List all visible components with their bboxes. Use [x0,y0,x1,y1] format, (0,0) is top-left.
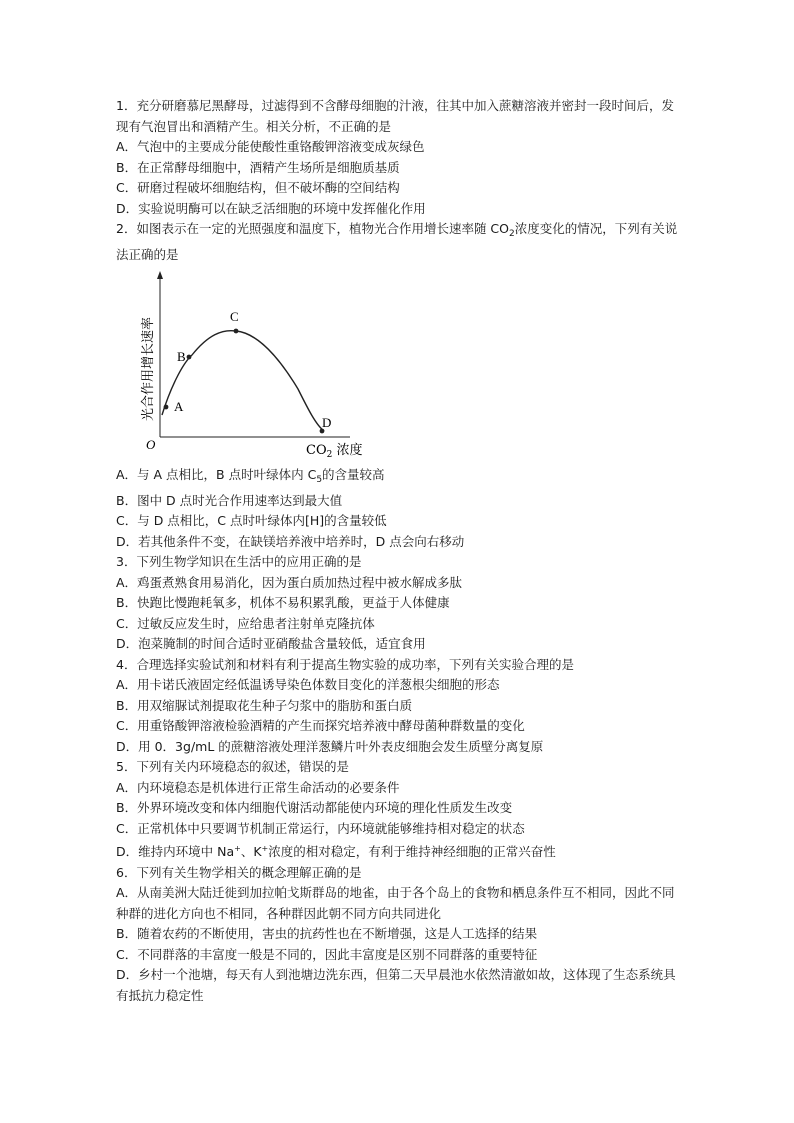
point-b-marker [187,355,192,360]
point-a-marker [164,405,169,410]
question-4-option-b: B．用双缩脲试剂提取花生种子匀浆中的脂肪和蛋白质 [116,697,413,713]
question-2-option-a-subscript: 5 [316,475,323,485]
question-5-option-d-part3: 浓度的相对稳定，有利于维持神经细胞的正常兴奋性 [268,844,556,859]
question-4-option-d: D．用 0．3g/mL 的蔗糖溶液处理洋葱鳞片叶外表皮细胞会发生质壁分离复原 [116,738,544,754]
question-4-option-a: A．用卡诺氏液固定经低温诱导染色体数目变化的洋葱根尖细胞的形态 [116,677,500,692]
question-2-option-d: D．若其他条件不变，在缺镁培养液中培养时，D 点会向右移动 [116,533,465,549]
y-axis-label: 光合作用增长速率 [141,316,156,421]
question-6-stem: 6．下列有关生物学相关的概念理解正确的是 [116,864,362,880]
question-2-option-a-part2: 的含量较高 [322,467,385,482]
point-a-label: A [174,399,184,414]
question-5-option-d-part2: 、K [240,844,262,859]
question-3-option-c: C．过敏反应发生时，应给患者注射单克隆抗体 [116,615,375,631]
question-5-option-a: A．内环境稳态是机体进行正常生命活动的必要条件 [116,779,400,795]
question-6-option-a: A．从南美洲大陆迁徙到加拉帕戈斯群岛的地雀，由于各个岛上的食物和栖息条件互不相同，因此不同种群的进化方向也不相同，各种群因此朝不同方向共同进化 [116,885,675,921]
point-d-label: D [322,415,332,430]
question-5-option-d-part1: D．维持内环境中 Na [116,844,235,859]
question-6-option-b: B．随着农药的不断使用，害虫的抗药性也在不断增强，这是人工选择的结果 [116,926,538,941]
question-1-option-a: A．气泡中的主要成分能使酸性重铬酸钾溶液变成灰绿色 [116,139,425,154]
photosynthesis-rate-curve-figure [130,269,370,459]
question-6-option-c: C．不同群落的丰富度一般是不同的，因此丰富度是区别不同群落的重要特征 [116,946,538,962]
question-1-stem: 1．充分研磨慕尼黑酵母，过滤得到不含酵母细胞的汁液，往其中加入蔗糖溶液并密封一段时间后，发现有气泡冒出和酒精产生。相关分析，不正确的是 [116,98,674,134]
question-3-option-b: B．快跑比慢跑耗氧多，机体不易积累乳酸，更益于人体健康 [116,595,450,610]
question-6-option-d: D．乡村一个池塘，每天有人到池塘边洗东西，但第二天早晨池水依然清澈如故，这体现了生态系统具有抵抗力稳定性 [116,967,676,1003]
question-5-option-d [116,839,686,863]
question-1-option-d: D．实验说明酶可以在缺乏活细胞的环境中发挥催化作用 [116,200,426,216]
question-2-stem-subscript: 2 [509,229,515,239]
question-5-option-c: C．正常机体中只要调节机制正常运行，内环境就能够维持相对稳定的状态 [116,820,525,836]
question-3-option-d: D．泡菜腌制的时间合适时亚硝酸盐含量较低，适宜食用 [116,636,426,651]
question-2-option-c: C．与 D 点相比，C 点时叶绿体内[H]的含量较低 [116,513,387,528]
question-4-stem: 4．合理选择实验试剂和材料有利于提高生物实验的成功率，下列有关实验合理的是 [116,656,574,672]
question-1-option-c: C．研磨过程破坏细胞结构，但不破坏酶的空间结构 [116,180,400,195]
curve-plot [130,269,370,459]
question-2-stem [116,219,686,265]
question-2-option-a-part1: A．与 A 点相比，B 点时叶绿体内 C [116,467,317,482]
exam-page [116,96,686,1006]
question-3-option-a: A．鸡蛋煮熟食用易消化，因为蛋白质加热过程中被水解成多肽 [116,574,463,590]
question-5-option-d-sup1: + [234,844,241,853]
question-5-option-b: B．外界环境改变和体内细胞代谢活动都能使内环境的理化性质发生改变 [116,800,513,815]
question-4-option-c: C．用重铬酸钾溶液检验酒精的产生而探究培养液中酵母菌种群数量的变化 [116,718,525,733]
x-axis-label: $CO_2$ 浓度 [306,443,363,459]
point-c-marker [234,329,239,334]
point-c-label: C [230,309,239,324]
origin-label: O [146,437,156,452]
point-b-label: B [177,349,186,364]
growth-rate-curve [162,331,324,431]
question-3-stem: 3．下列生物学知识在生活中的应用正确的是 [116,554,362,569]
question-2-option-b: B．图中 D 点时光合作用速率达到最大值 [116,492,343,508]
y-axis-arrow-icon [157,271,163,279]
question-2-option-a [116,465,686,491]
question-2-stem-part1: 2．如图表示在一定的光照强度和温度下，植物光合作用增长速率随 CO [116,221,509,236]
question-1-option-b: B．在正常酵母细胞中，酒精产生场所是细胞质基质 [116,159,400,175]
question-5-option-d-sup2: + [261,844,269,853]
question-5-stem: 5．下列有关内环境稳态的叙述，错误的是 [116,759,349,774]
question-2-stem-part2: 浓度变化的情况，下列有关说法正确的是 [116,221,678,262]
